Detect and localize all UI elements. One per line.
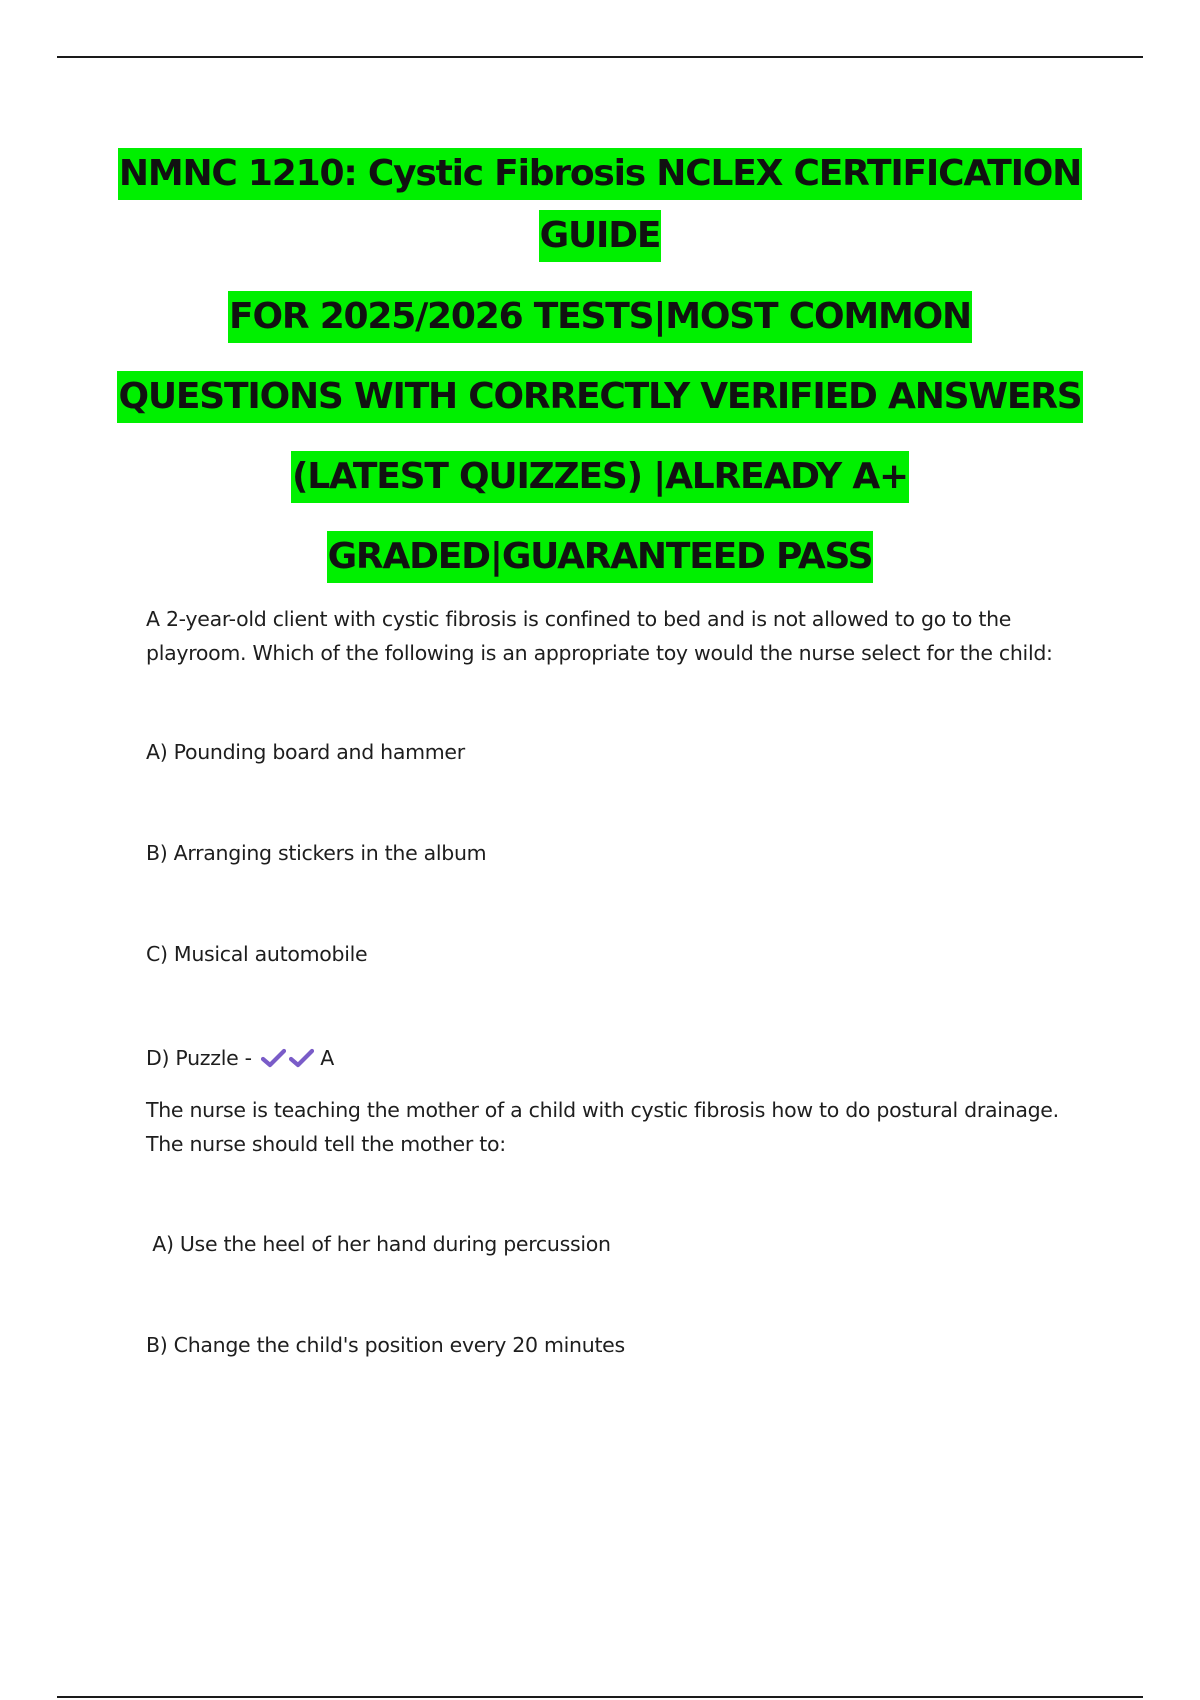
title-line bbox=[100, 143, 1100, 205]
question-stem: The nurse is teaching the mother of a child with cystic fibrosis how to do postural drainage. The nurse should tell the mother to: bbox=[146, 1098, 1059, 1156]
document-title bbox=[100, 143, 1100, 587]
answer-option-with-key bbox=[146, 1041, 1090, 1075]
top-rule bbox=[57, 56, 1143, 58]
answer-option: D) Puzzle - bbox=[146, 1046, 252, 1070]
title-line bbox=[100, 447, 1100, 507]
title-line bbox=[100, 527, 1100, 587]
title-highlight: NMNC 1210: Cystic Fibrosis NCLEX CERTIFICATION bbox=[118, 148, 1082, 200]
check-icon bbox=[289, 1048, 314, 1068]
title-highlight: GRADED|GUARANTEED PASS bbox=[327, 531, 874, 583]
title-highlight: GUIDE bbox=[539, 210, 662, 262]
title-line bbox=[100, 205, 1100, 267]
bottom-rule bbox=[57, 1696, 1143, 1698]
question-stem: A 2-year-old client with cystic fibrosis is confined to bed and is not allowed to go to the playroom. Which of the following is an appropriate toy would the nurse select for the child: bbox=[146, 607, 1053, 665]
check-icon bbox=[261, 1048, 286, 1068]
answer-key: A bbox=[320, 1046, 334, 1070]
answer-option: C) Musical automobile bbox=[146, 942, 368, 966]
title-highlight: FOR 2025/2026 TESTS|MOST COMMON bbox=[228, 291, 972, 343]
title-line bbox=[100, 287, 1100, 347]
answer-option: A) Use the heel of her hand during percussion bbox=[146, 1232, 611, 1256]
title-highlight: QUESTIONS WITH CORRECTLY VERIFIED ANSWERS bbox=[117, 371, 1082, 423]
answer-option: A) Pounding board and hammer bbox=[146, 740, 465, 764]
title-highlight: (LATEST QUIZZES) |ALREADY A+ bbox=[291, 451, 909, 503]
title-line bbox=[100, 367, 1100, 427]
answer-option: B) Arranging stickers in the album bbox=[146, 841, 487, 865]
answer-option: B) Change the child's position every 20 minutes bbox=[146, 1333, 625, 1357]
